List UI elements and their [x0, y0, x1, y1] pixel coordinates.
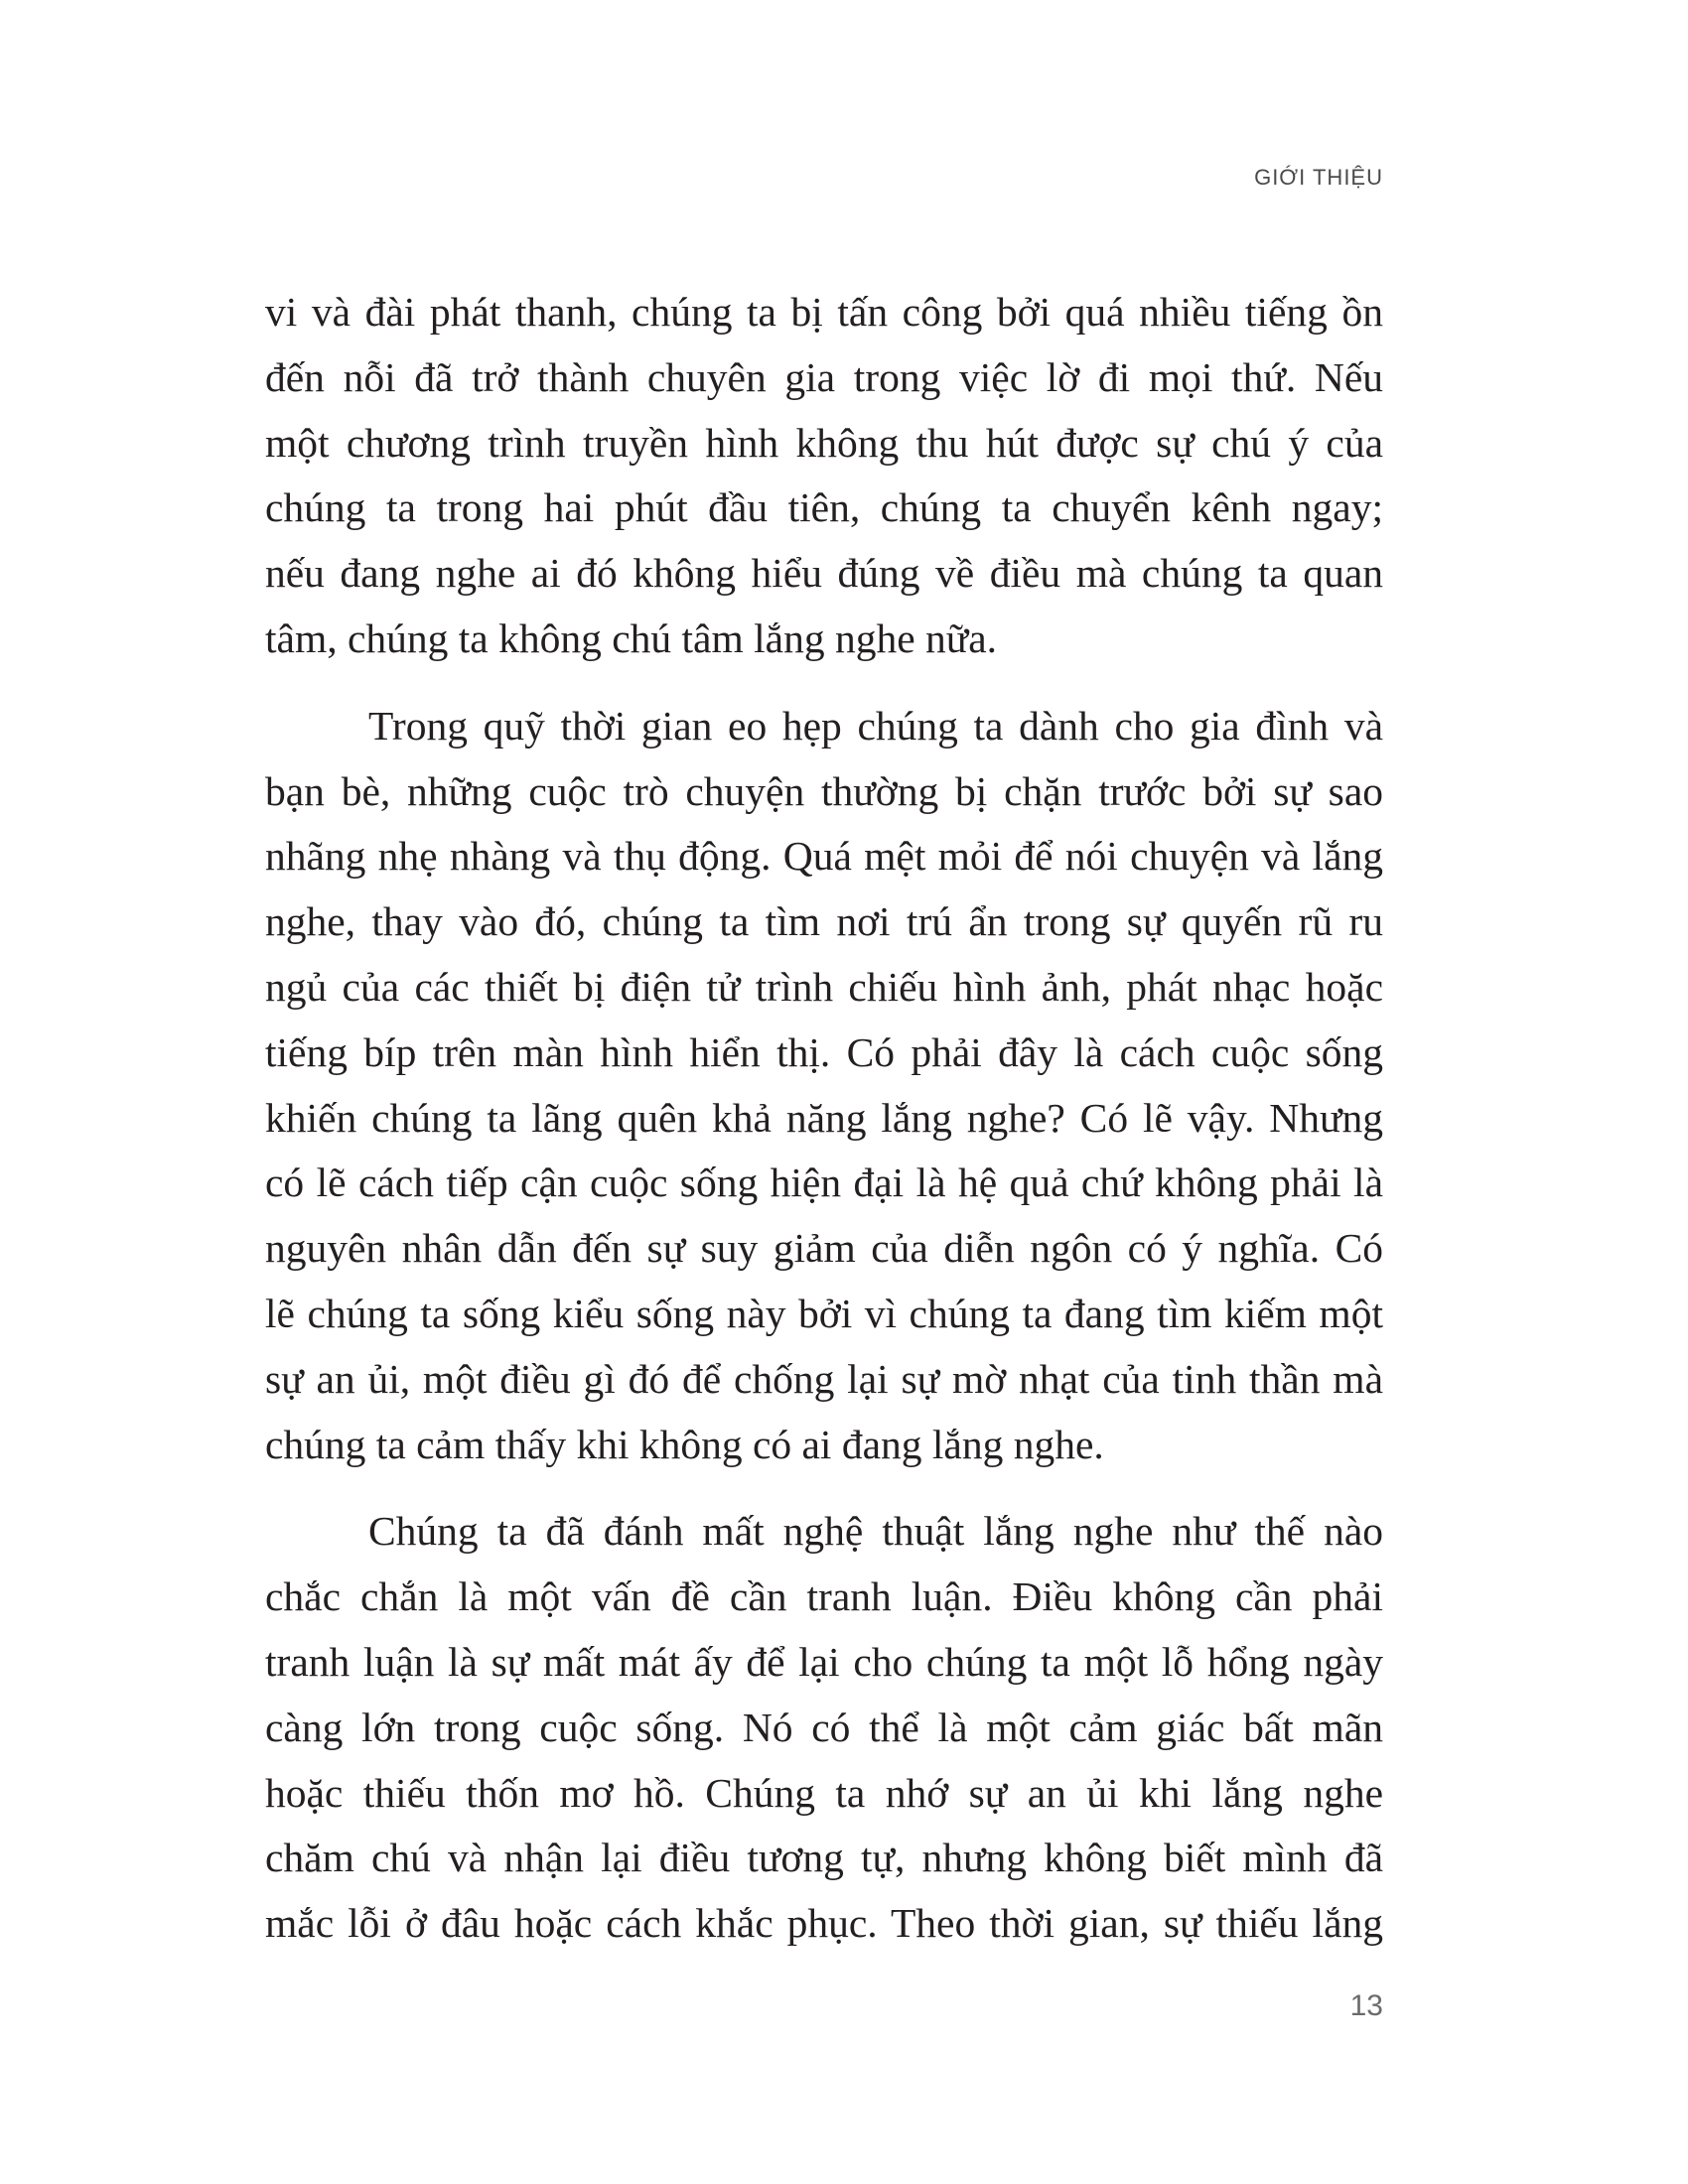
text-line: chắc chắn là một vấn đề cần tranh luận. Điều không cần phải: [265, 1573, 1383, 1620]
text-line: Chúng ta đã đánh mất nghệ thuật lắng nghe như thế nào: [368, 1508, 1383, 1555]
text-line: càng lớn trong cuộc sống. Nó có thể là một cảm giác bất mãn: [265, 1704, 1383, 1750]
text-line: chúng ta cảm thấy khi không có ai đang lắng nghe.: [265, 1421, 1104, 1467]
body-text: [265, 280, 1383, 1979]
paragraph-2: [265, 694, 1383, 1478]
text-line: tiếng bíp trên màn hình hiển thị. Có phải đây là cách cuộc sống: [265, 1028, 1383, 1075]
text-line: chăm chú và nhận lại điều tương tự, nhưng không biết mình đã: [265, 1835, 1383, 1881]
text-line: đến nỗi đã trở thành chuyên gia trong việc lờ đi mọi thứ. Nếu: [265, 353, 1383, 400]
text-line: mắc lỗi ở đâu hoặc cách khắc phục. Theo thời gian, sự thiếu lắng: [265, 1900, 1383, 1947]
text-line: vi và đài phát thanh, chúng ta bị tấn công bởi quá nhiều tiếng ồn: [265, 289, 1383, 335]
text-line: nhãng nhẹ nhàng và thụ động. Quá mệt mỏi để nói chuyện và lắng: [265, 833, 1383, 880]
text-line: nguyên nhân dẫn đến sự suy giảm của diễn ngôn có ý nghĩa. Có: [265, 1225, 1383, 1272]
text-line: lẽ chúng ta sống kiểu sống này bởi vì chúng ta đang tìm kiếm một: [265, 1290, 1383, 1336]
text-line: tâm, chúng ta không chú tâm lắng nghe nữa.: [265, 614, 998, 661]
text-line: khiến chúng ta lãng quên khả năng lắng nghe? Có lẽ vậy. Nhưng: [265, 1094, 1383, 1141]
text-line: hoặc thiếu thốn mơ hồ. Chúng ta nhớ sự an ủi khi lắng nghe: [265, 1769, 1383, 1816]
text-line: nghe, thay vào đó, chúng ta tìm nơi trú ẩn trong sự quyến rũ ru: [265, 898, 1383, 945]
text-line: có lẽ cách tiếp cận cuộc sống hiện đại là hệ quả chứ không phải là: [265, 1160, 1383, 1206]
text-line: tranh luận là sự mất mát ấy để lại cho chúng ta một lỗ hổng ngày: [265, 1638, 1383, 1685]
text-line: bạn bè, những cuộc trò chuyện thường bị chặn trước bởi sự sao: [265, 767, 1383, 814]
paragraph-3: [265, 1499, 1383, 1957]
text-line: một chương trình truyền hình không thu hút được sự chú ý của: [265, 419, 1383, 466]
text-line: chúng ta trong hai phút đầu tiên, chúng ta chuyển kênh ngay;: [265, 484, 1383, 531]
text-line: ngủ của các thiết bị điện tử trình chiếu hình ảnh, phát nhạc hoặc: [265, 963, 1383, 1010]
page-number: 13: [1349, 1989, 1383, 2022]
text-line: Trong quỹ thời gian eo hẹp chúng ta dành cho gia đình và: [368, 702, 1383, 749]
running-header: GIỚI THIỆU: [1254, 165, 1383, 190]
text-line: nếu đang nghe ai đó không hiểu đúng về điều mà chúng ta quan: [265, 550, 1383, 597]
text-line: sự an ủi, một điều gì đó để chống lại sự mờ nhạt của tinh thần mà: [265, 1355, 1383, 1402]
paragraph-1: [265, 280, 1383, 672]
